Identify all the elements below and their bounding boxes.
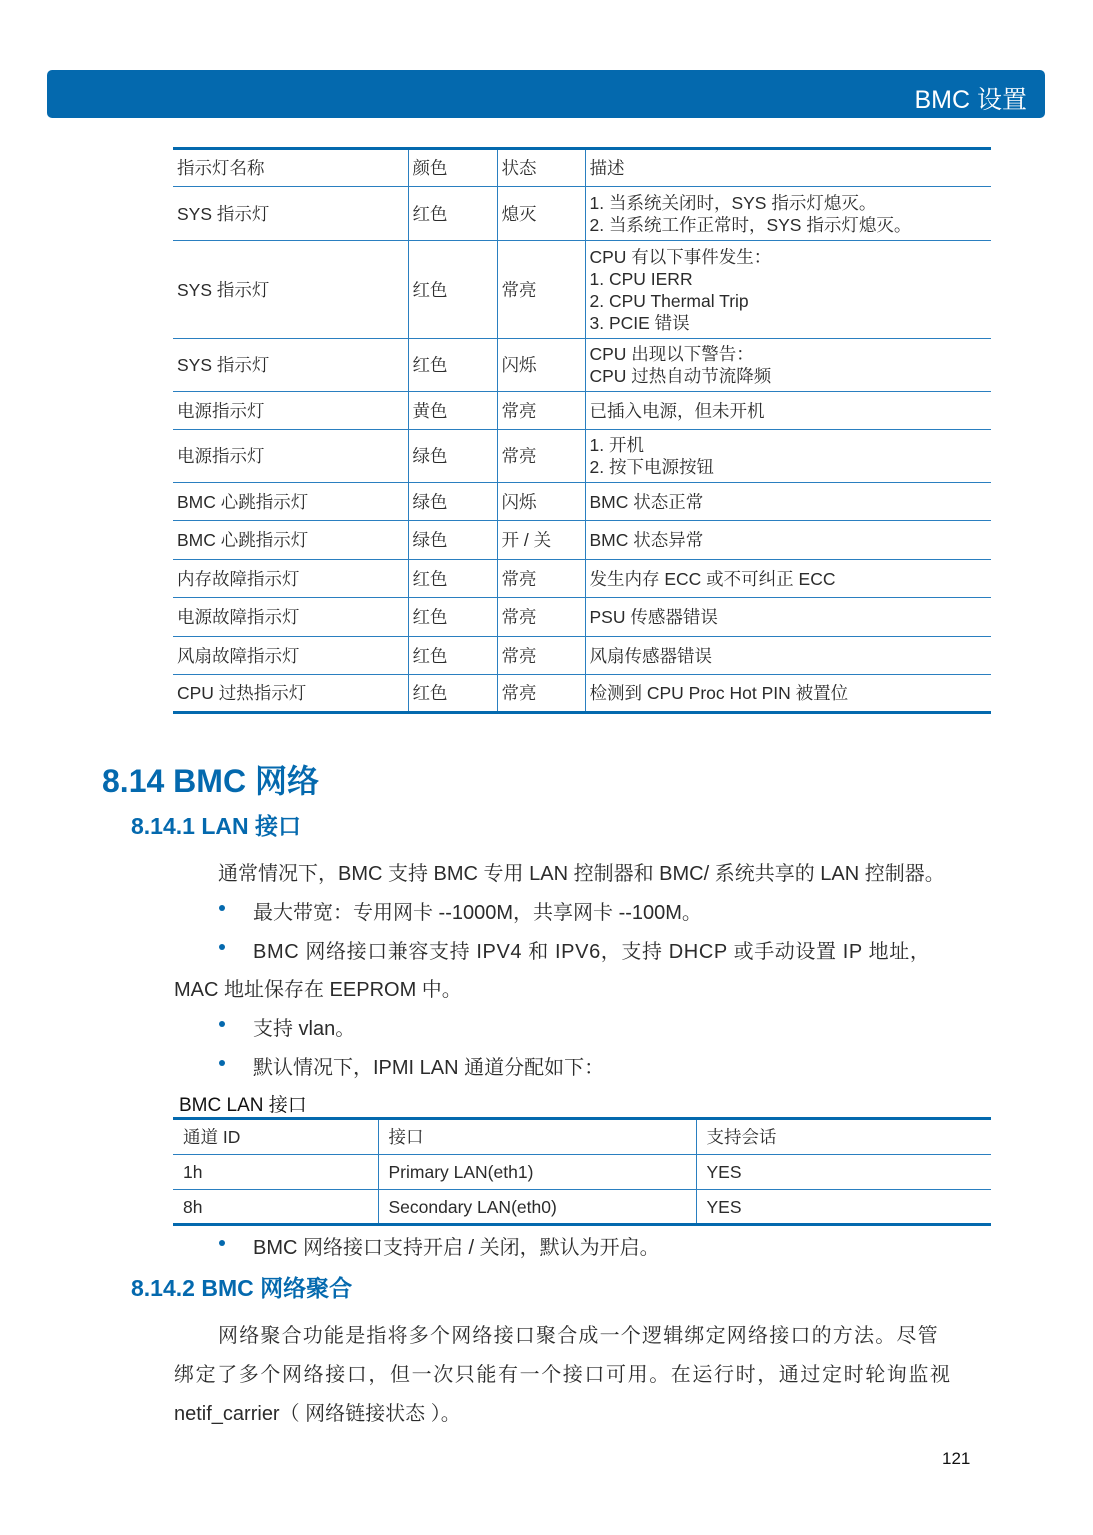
cell: YES	[696, 1155, 991, 1190]
desc-line: CPU 出现以下警告：	[589, 344, 754, 364]
table-row	[173, 339, 991, 392]
cell: YES	[696, 1190, 991, 1225]
desc-line: 2. 按下电源按钮	[589, 457, 714, 477]
cell-color: 绿色	[408, 521, 497, 560]
paragraph: 通常情况下，BMC 支持 BMC 专用 LAN 控制器和 BMC/ 系统共享的 LAN 控制器。	[218, 863, 945, 885]
paragraph-line: 网络聚合功能是指将多个网络接口聚合成一个逻辑绑定网络接口的方法。尽管	[218, 1325, 939, 1347]
cell-color: 红色	[408, 637, 497, 675]
cell-state: 常亮	[497, 241, 585, 339]
desc-line: 发生内存 ECC 或不可纠正 ECC	[589, 568, 836, 589]
table-row	[173, 1190, 991, 1225]
cell: 8h	[173, 1190, 378, 1225]
cell-desc	[585, 241, 991, 339]
chapter-header-bar	[47, 70, 1045, 118]
cell-desc	[585, 483, 991, 521]
cell: Primary LAN(eth1)	[378, 1155, 696, 1190]
subsection-heading: 8.14.2 BMC 网络聚合	[131, 1275, 353, 1301]
table-row	[173, 1155, 991, 1190]
cell: Secondary LAN(eth0)	[378, 1190, 696, 1225]
paragraph-line: 绑定了多个网络接口，但一次只能有一个接口可用。在运行时，通过定时轮询监视	[174, 1364, 952, 1386]
cell-state: 常亮	[497, 675, 585, 713]
bullet-text: 支持 vlan。	[253, 1018, 356, 1040]
header-cell: 状态	[497, 149, 585, 187]
cell-name: BMC 心跳指示灯	[173, 521, 408, 560]
cell-state: 常亮	[497, 637, 585, 675]
table-caption: BMC LAN 接口	[179, 1095, 307, 1116]
desc-line: 检测到 CPU Proc Hot PIN 被置位	[589, 683, 849, 703]
cell-desc	[585, 521, 991, 560]
desc-line: 已插入电源，但未开机	[589, 400, 765, 421]
desc-line: BMC 状态异常	[589, 530, 704, 550]
bullet-text-cont: MAC 地址保存在 EEPROM 中。	[174, 979, 462, 1001]
bullet-icon	[219, 1240, 225, 1246]
header-cell: 指示灯名称	[173, 149, 408, 187]
table-header-row	[173, 149, 991, 187]
cell-color: 红色	[408, 187, 497, 241]
desc-line: 3. PCIE 错误	[589, 312, 690, 333]
led-indicator-table	[173, 147, 991, 714]
desc-line: CPU 过热自动节流降频	[589, 366, 772, 386]
cell-name: 电源故障指示灯	[173, 598, 408, 637]
page-number: 121	[942, 1449, 971, 1468]
cell-name: 内存故障指示灯	[173, 560, 408, 598]
lan-channel-table	[173, 1117, 991, 1226]
cell-state: 开 / 关	[497, 521, 585, 560]
desc-line: PSU 传感器错误	[589, 607, 718, 627]
cell-state: 常亮	[497, 560, 585, 598]
cell-color: 黄色	[408, 392, 497, 430]
cell-state: 熄灭	[497, 187, 585, 241]
desc-line: 2. 当系统工作正常时，SYS 指示灯熄灭。	[589, 214, 912, 235]
cell-name: CPU 过热指示灯	[173, 675, 408, 713]
table-row	[173, 392, 991, 430]
table-row	[173, 675, 991, 713]
desc-line: 1. 开机	[589, 435, 644, 455]
cell-desc	[585, 392, 991, 430]
cell-desc	[585, 560, 991, 598]
cell-desc	[585, 675, 991, 713]
cell: 1h	[173, 1155, 378, 1190]
cell-name: 风扇故障指示灯	[173, 637, 408, 675]
cell-color: 红色	[408, 598, 497, 637]
chapter-title: BMC 设置	[914, 86, 1027, 114]
cell-desc	[585, 637, 991, 675]
cell-state: 常亮	[497, 598, 585, 637]
cell-name: SYS 指示灯	[173, 187, 408, 241]
desc-line: CPU 有以下事件发生：	[589, 246, 772, 267]
header-cell: 颜色	[408, 149, 497, 187]
desc-line: 风扇传感器错误	[589, 645, 712, 666]
header-cell: 支持会话	[696, 1119, 991, 1155]
table-row	[173, 430, 991, 483]
desc-line: 2. CPU Thermal Trip	[589, 290, 749, 311]
desc-line: 1. CPU IERR	[589, 268, 693, 289]
cell-color: 红色	[408, 339, 497, 392]
table-header-row	[173, 1119, 991, 1155]
table-row	[173, 560, 991, 598]
cell-state: 常亮	[497, 392, 585, 430]
cell-name: SYS 指示灯	[173, 339, 408, 392]
cell-state: 闪烁	[497, 483, 585, 521]
cell-color: 绿色	[408, 430, 497, 483]
bullet-icon	[219, 944, 225, 950]
table-row	[173, 187, 991, 241]
cell-name: BMC 心跳指示灯	[173, 483, 408, 521]
section-heading: 8.14 BMC 网络	[102, 763, 319, 799]
cell-desc	[585, 598, 991, 637]
cell-name: 电源指示灯	[173, 430, 408, 483]
bullet-text: BMC 网络接口兼容支持 IPV4 和 IPV6，支持 DHCP 或手动设置 IP 地址，	[253, 941, 931, 963]
cell-color: 红色	[408, 675, 497, 713]
bullet-icon	[219, 905, 225, 911]
table-row	[173, 241, 991, 339]
header-cell: 通道 ID	[173, 1119, 378, 1155]
cell-color: 绿色	[408, 483, 497, 521]
cell-state: 闪烁	[497, 339, 585, 392]
table-row	[173, 521, 991, 560]
desc-line: 1. 当系统关闭时，SYS 指示灯熄灭。	[589, 192, 877, 213]
table-row	[173, 637, 991, 675]
desc-line: BMC 状态正常	[589, 491, 704, 512]
cell-color: 红色	[408, 241, 497, 339]
cell-state: 常亮	[497, 430, 585, 483]
bullet-text: 最大带宽：专用网卡 --1000M，共享网卡 --100M。	[253, 902, 702, 924]
cell-desc	[585, 339, 991, 392]
subsection-heading: 8.14.1 LAN 接口	[131, 813, 301, 839]
header-cell: 描述	[585, 149, 991, 187]
cell-desc	[585, 187, 991, 241]
cell-name: SYS 指示灯	[173, 241, 408, 339]
bullet-text: 默认情况下，IPMI LAN 通道分配如下：	[253, 1057, 605, 1079]
paragraph-line: netif_carrier（ 网络链接状态 ）。	[174, 1403, 461, 1425]
cell-name: 电源指示灯	[173, 392, 408, 430]
cell-color: 红色	[408, 560, 497, 598]
table-row	[173, 598, 991, 637]
table-row	[173, 483, 991, 521]
bullet-icon	[219, 1021, 225, 1027]
header-cell: 接口	[378, 1119, 696, 1155]
cell-desc	[585, 430, 991, 483]
bullet-text: BMC 网络接口支持开启 / 关闭，默认为开启。	[253, 1237, 660, 1259]
bullet-icon	[219, 1060, 225, 1066]
